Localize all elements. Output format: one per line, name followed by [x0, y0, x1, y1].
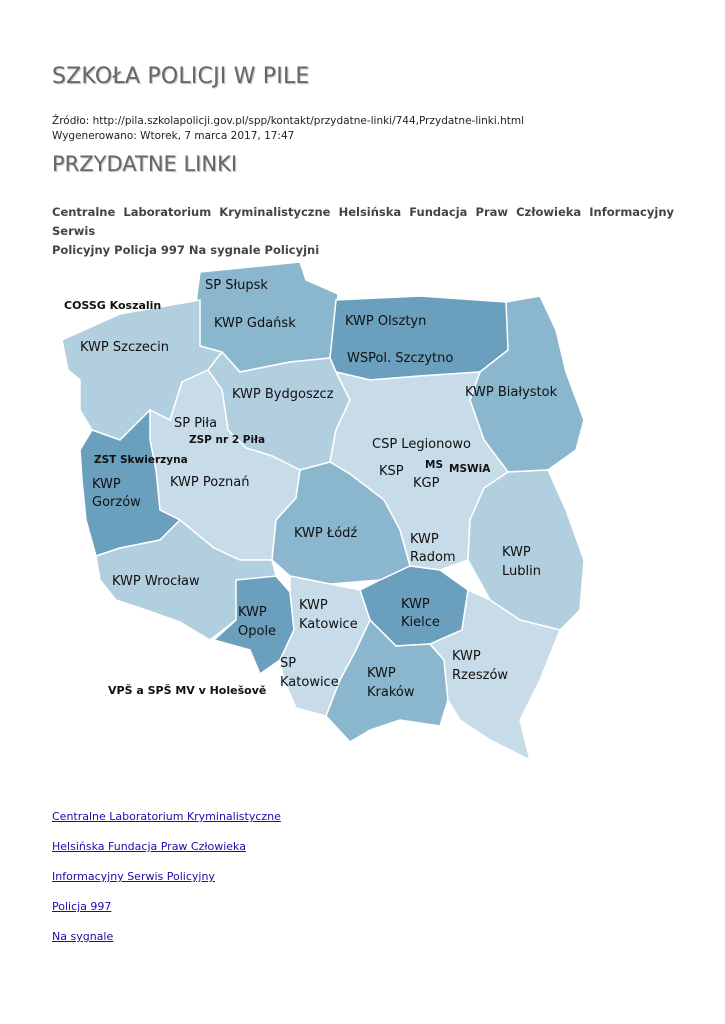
map-label-kwp-krakow: KWP	[367, 666, 396, 681]
map-label-sp-katowice-city: Katowice	[280, 675, 339, 690]
map-label-pila: SP Piła	[174, 416, 218, 431]
section-title: PRZYDATNE LINKI	[52, 152, 238, 176]
link-hfpc[interactable]: Helsińska Fundacja Praw Człowieka	[52, 840, 246, 853]
map-label-gdansk: KWP Gdańsk	[214, 316, 296, 331]
map-label-radom: Radom	[410, 550, 456, 565]
map-label-kielce: Kielce	[401, 615, 440, 630]
map-label-kwp-katowice: KWP	[299, 598, 328, 613]
map-label-kwp-kielce: KWP	[401, 597, 430, 612]
map-label-skwierzyna: ZST Skwierzyna	[94, 454, 188, 466]
map-label-lublin: Lublin	[502, 564, 541, 579]
intro-line-1: Centralne Laboratorium Kryminalistyczne Helsińska Fundacja Praw Człowieka Informacyjny Serwis	[52, 205, 674, 238]
map-label-rzeszow: Rzeszów	[452, 668, 509, 683]
map-label-katowice: Katowice	[299, 617, 358, 632]
map-label-bialystok: KWP Białystok	[465, 385, 558, 400]
map-label-poznan: KWP Poznań	[170, 475, 250, 490]
map-label-olsztyn: KWP Olsztyn	[345, 314, 427, 329]
map-label-szczytno: WSPol. Szczytno	[347, 351, 454, 366]
link-clk[interactable]: Centralne Laboratorium Kryminalistyczne	[52, 810, 281, 823]
map-label-gorzow: Gorzów	[92, 495, 141, 510]
map-label-kgp: KGP	[413, 476, 440, 491]
map-label-legionowo: CSP Legionowo	[372, 437, 471, 452]
map-label-kwp-gorzow: KWP	[92, 477, 121, 492]
map-label-opole: Opole	[238, 624, 277, 639]
map-label-bydgoszcz: KWP Bydgoszcz	[232, 387, 334, 402]
map-label-kwp-lublin: KWP	[502, 545, 531, 560]
link-isp[interactable]: Informacyjny Serwis Policyjny	[52, 870, 215, 883]
page-title: SZKOŁA POLICJI W PILE	[52, 64, 310, 89]
map-label-ms: MS	[425, 459, 444, 471]
map-label-slupsk: SP Słupsk	[205, 278, 268, 293]
map-label-sp-katowice: SP	[280, 656, 297, 671]
poland-police-map	[52, 248, 600, 796]
map-label-kwp-rzeszow: KWP	[452, 649, 481, 664]
generated-line: Wygenerowano: Wtorek, 7 marca 2017, 17:47	[52, 130, 295, 142]
map-label-koszalin: COSSG Koszalin	[64, 299, 162, 312]
map-label-krakow: Kraków	[367, 685, 415, 700]
map-label-lodz: KWP Łódź	[294, 526, 358, 541]
link-na-sygnale[interactable]: Na sygnale	[52, 930, 114, 943]
intro-line-2: Policyjny Policja 997 Na sygnale Policyjni	[52, 243, 320, 257]
map-label-ksp: KSP	[379, 464, 404, 479]
map-label-zsp-pila: ZSP nr 2 Piła	[189, 434, 266, 446]
map-label-kwp-opole: KWP	[238, 605, 267, 620]
map-label-szczecin: KWP Szczecin	[80, 340, 169, 355]
map-label-wroclaw: KWP Wrocław	[112, 574, 200, 589]
map-label-kwp-radom: KWP	[410, 532, 439, 547]
link-policja-997[interactable]: Policja 997	[52, 900, 112, 913]
map-label-mswia: MSWiA	[449, 463, 491, 475]
map-label-holesov: VPŠ a SPŠ MV v Holešově	[108, 684, 267, 697]
source-line: Źródło: http://pila.szkolapolicji.gov.pl/spp/kontakt/przydatne-linki/744,Przydatne-linki.html	[52, 115, 525, 127]
